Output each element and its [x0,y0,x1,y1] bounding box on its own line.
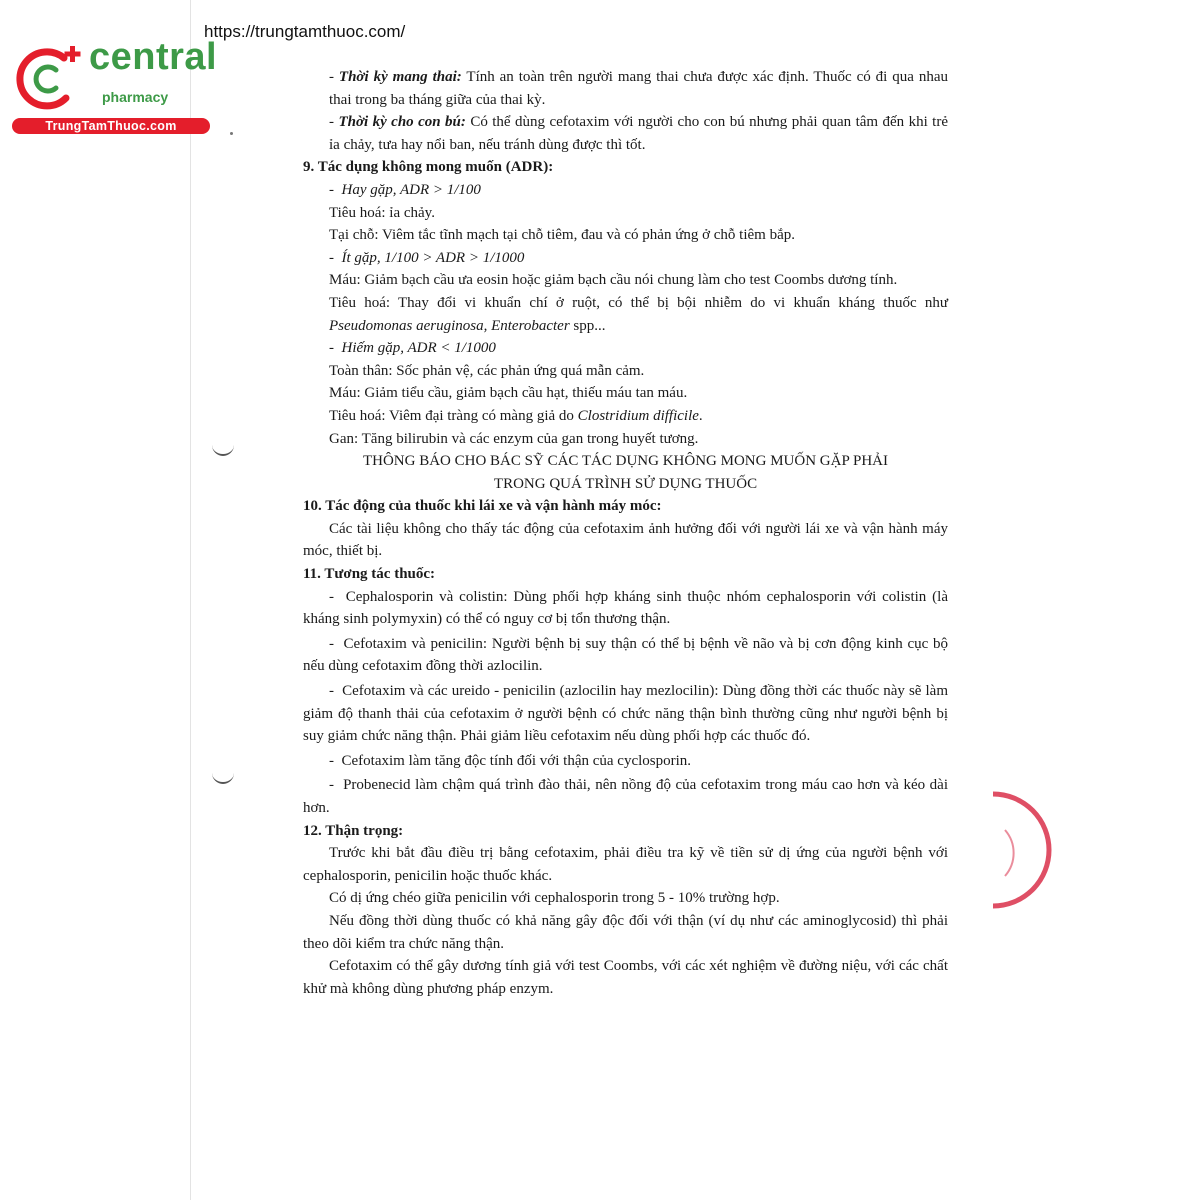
document-body [303,66,948,1000]
adr-rare-body: Toàn thân: Sốc phản vệ, các phản ứng quá mẫn cảm. [329,362,645,379]
pregnancy-label: Thời kỳ mang thai: [338,69,462,85]
precaution-paragraph: Có dị ứng chéo giữa penicilin với cephalosporin trong 5 - 10% trường hợp. [329,890,780,907]
adr-uncommon-gi: Tiêu hoá: Thay đổi vi khuẩn chí ở ruột, có thể bị bội nhiễm do vi khuẩn kháng thuốc như Pseudomonas aeruginosa, Enterobacter spp... [329,294,948,334]
section-9-title: 9. Tác dụng không mong muốn (ADR): [303,159,554,176]
adr-rare-gi: Tiêu hoá: Viêm đại tràng có màng giả do Clostridium difficile. [329,407,703,424]
adr-uncommon-blood: Máu: Giảm bạch cầu ưa eosin hoặc giảm bạch cầu nói chung làm cho test Coombs dương tính. [329,272,898,289]
red-stamp-fragment [985,790,1055,910]
notice-line-1: THÔNG BÁO CHO BÁC SỸ CÁC TÁC DỤNG KHÔNG MONG MUỐN GẶP PHẢI [362,453,889,470]
precaution-paragraph: Cefotaxim có thể gây dương tính giả với test Coombs, với các xét nghiệm về đường niệu, với các chất khử mà không dùng phương pháp enzym. [303,958,948,997]
interaction-item: - Cephalosporin và colistin: Dùng phối hợp kháng sinh thuộc nhóm cephalosporin với colistin (là kháng sinh polymyxin) có thể có nguy cơ bị tổn thương thận. [303,588,948,628]
adr-rare-label: - Hiếm gặp, ADR < 1/1000 [329,340,496,357]
adr-rare-blood: Máu: Giảm tiểu cầu, giảm bạch cầu hạt, thiếu máu tan máu. [329,385,688,402]
lactation-paragraph: - Thời kỳ cho con bú: Có thể dùng cefotaxim với người cho con bú nhưng phải quan tâm đến khi trẻ ỉa chảy, tưa hay nổi ban, nếu tránh dùng được thì tốt. [329,114,949,153]
lactation-label: Thời kỳ cho con bú: [338,114,466,131]
precaution-paragraph: Trước khi bắt đầu điều trị bằng cefotaxim, phải điều tra kỹ về tiền sử dị ứng của người bệnh với cephalosporin, penicilin hoặc thuốc khác. [303,845,948,884]
binder-hole-mark [212,442,234,456]
interaction-item: - Cefotaxim và các ureido - penicilin (azlocilin hay mezlocilin): Dùng đồng thời các thuốc này sẽ làm giảm độ thanh thải của cefotaxim ở người bệnh có chức năng thận bình thường cũng như người bệnh bị suy giảm chức năng thận. Phải giảm liều cefotaxim nếu dùng phối hợp các thuốc đó. [303,683,949,745]
logo-subtitle: pharmacy [102,89,169,105]
source-url[interactable]: https://trungtamthuoc.com/ [204,22,406,41]
adr-uncommon-label: - Ít gặp, 1/100 > ADR > 1/1000 [329,249,525,266]
page-edge [190,0,191,1200]
adr-common-gi: Tiêu hoá: ỉa chảy. [329,204,435,221]
adr-rare-liver: Gan: Tăng bilirubin và các enzym của gan trong huyết tương. [329,430,699,447]
interaction-item: - Cefotaxim làm tăng độc tính đối với thận của cyclosporin. [329,752,692,769]
section-11-title: 11. Tương tác thuốc: [303,566,436,583]
interaction-item: - Probenecid làm chậm quá trình đào thải, nên nồng độ của cefotaxim trong máu cao hơn và kéo dài hơn. [303,777,948,816]
logo-icon [12,40,92,118]
logo [12,36,218,135]
notice-line-2: TRONG QUÁ TRÌNH SỬ DỤNG THUỐC [493,475,758,492]
interaction-item: - Cefotaxim và penicilin: Người bệnh bị suy thận có thể bị bệnh về não và bị cơn động kinh cục bộ nếu dùng cefotaxim đồng thời azlocilin. [303,635,948,675]
adr-common-label: - Hay gặp, ADR > 1/100 [329,181,481,198]
logo-name: central [89,36,218,78]
section-10-text: Các tài liệu không cho thấy tác động của cefotaxim ảnh hưởng đối với người lái xe và vận hành máy móc, thiết bị. [303,520,948,560]
logo-bar: TrungTamThuoc.com [12,118,210,134]
section-10-title: 10. Tác động của thuốc khi lái xe và vận hành máy móc: [303,498,662,515]
scan-speck [230,132,233,135]
precaution-paragraph: Nếu đồng thời dùng thuốc có khả năng gây độc đối với thận (ví dụ như các aminoglycosid) thì phải theo dõi kiểm tra chức năng thận. [303,912,948,952]
section-12-title: 12. Thận trọng: [303,822,404,839]
pregnancy-paragraph: - Thời kỳ mang thai: Tính an toàn trên người mang thai chưa được xác định. Thuốc có đi qua nhau thai trong ba tháng giữa của thai kỳ. [329,69,948,108]
adr-common-local: Tại chỗ: Viêm tắc tĩnh mạch tại chỗ tiêm, đau và có phản ứng ở chỗ tiêm bắp. [329,227,795,244]
binder-hole-mark [212,770,234,784]
